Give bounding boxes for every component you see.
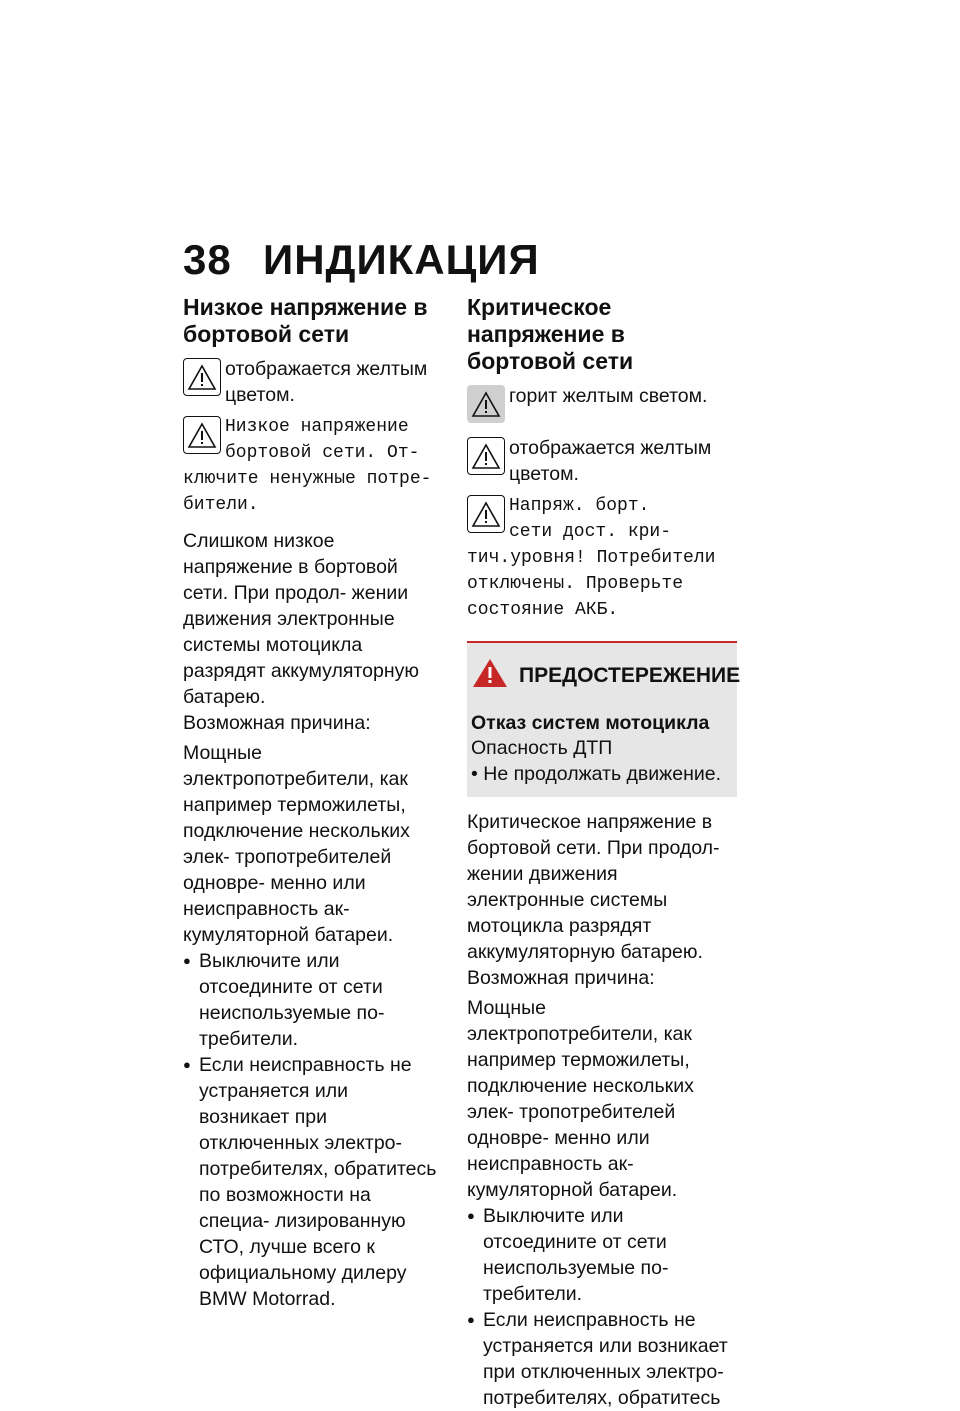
warning-subtitle: Отказ систем мотоцикла bbox=[471, 712, 710, 734]
page-header bbox=[183, 236, 540, 284]
section-title: ИНДИКАЦИЯ bbox=[263, 236, 540, 283]
right-indicator-row-1 bbox=[467, 383, 737, 429]
warning-danger: Опасность ДТП bbox=[471, 737, 613, 759]
display-line: отключены. Проверьте bbox=[467, 574, 684, 594]
display-line: бортовой сети. От- bbox=[225, 443, 420, 463]
warning-triangle-icon bbox=[467, 495, 505, 533]
left-cause-label: Возможная причина: bbox=[183, 712, 371, 734]
right-action-list bbox=[467, 1203, 737, 1411]
right-column bbox=[467, 294, 741, 1411]
display-line: ключите ненужные потре- bbox=[183, 469, 432, 489]
display-line: Низкое напряжение bbox=[225, 417, 409, 437]
left-action-list bbox=[183, 948, 439, 1312]
right-cause-text: Мощные электропотребители, как например терможилеты, подключение нескольких элек- тропотребителей одновре- менно или неисправность ак- кумуляторной батареи. bbox=[467, 997, 694, 1201]
warning-triangle-icon bbox=[467, 385, 505, 423]
display-line: Напряж. борт. bbox=[509, 496, 650, 516]
left-display-message bbox=[183, 414, 439, 518]
right-display-message bbox=[467, 493, 737, 623]
list-item: ● Если неисправность не устраняется или возникает при отключенных электро- потребителях, обратитесь по возможности на специа- лизированную СТО, лучше всего к официальному дилеру BMW Motorrad. bbox=[183, 1052, 439, 1312]
display-line: тич.уровня! Потребители bbox=[467, 548, 716, 568]
right-body-text: Критическое напряжение в бортовой сети. При продол- жении движения электронные системы мотоцикла разрядят аккумуляторную батарею. bbox=[467, 811, 720, 963]
warning-header bbox=[471, 657, 741, 695]
list-item: ● Если неисправность не устраняется или возникает при отключенных электро- потребителях, обратитесь bbox=[467, 1307, 737, 1411]
page-number: 38 bbox=[183, 236, 232, 283]
display-line: сети дост. кри- bbox=[509, 522, 672, 542]
list-item: ● Выключите или отсоедините от сети неиспользуемые по- требители. bbox=[183, 948, 439, 1052]
left-heading: Низкое напряжение в бортовой сети bbox=[183, 294, 428, 347]
warning-triangle-icon bbox=[471, 657, 509, 695]
warning-triangle-icon bbox=[467, 437, 505, 475]
left-cause-text: Мощные электропотребители, как например терможилеты, подключение нескольких элек- тропотребителей одновре- менно или неисправность ак- кумуляторной батареи. bbox=[183, 742, 410, 946]
list-item: ● Выключите или отсоедините от сети неиспользуемые по- требители. bbox=[467, 1203, 737, 1307]
right-indicator-text-2: отображается желтым цветом. bbox=[509, 437, 712, 485]
left-body-text: Слишком низкое напряжение в бортовой сети. При продол- жении движения электронные системы мотоцикла разрядят аккумуляторную батарею. bbox=[183, 530, 419, 708]
right-heading: Критическое напряжение в бортовой сети bbox=[467, 294, 634, 374]
right-indicator-row-2 bbox=[467, 435, 737, 487]
warning-triangle-icon bbox=[183, 358, 221, 396]
right-indicator-text-1: горит желтым светом. bbox=[509, 385, 708, 407]
left-indicator-row bbox=[183, 356, 439, 408]
display-line: состояние АКБ. bbox=[467, 600, 619, 620]
left-indicator-text: отображается желтым цветом. bbox=[225, 358, 428, 406]
warning-action: • Не продолжать движение. bbox=[471, 763, 721, 785]
left-column bbox=[183, 294, 439, 1312]
right-cause-label: Возможная причина: bbox=[467, 967, 655, 989]
warning-triangle-icon bbox=[183, 416, 221, 454]
warning-title: ПРЕДОСТЕРЕЖЕНИЕ bbox=[519, 664, 741, 687]
display-line: бители. bbox=[183, 495, 259, 515]
warning-box bbox=[467, 641, 741, 797]
